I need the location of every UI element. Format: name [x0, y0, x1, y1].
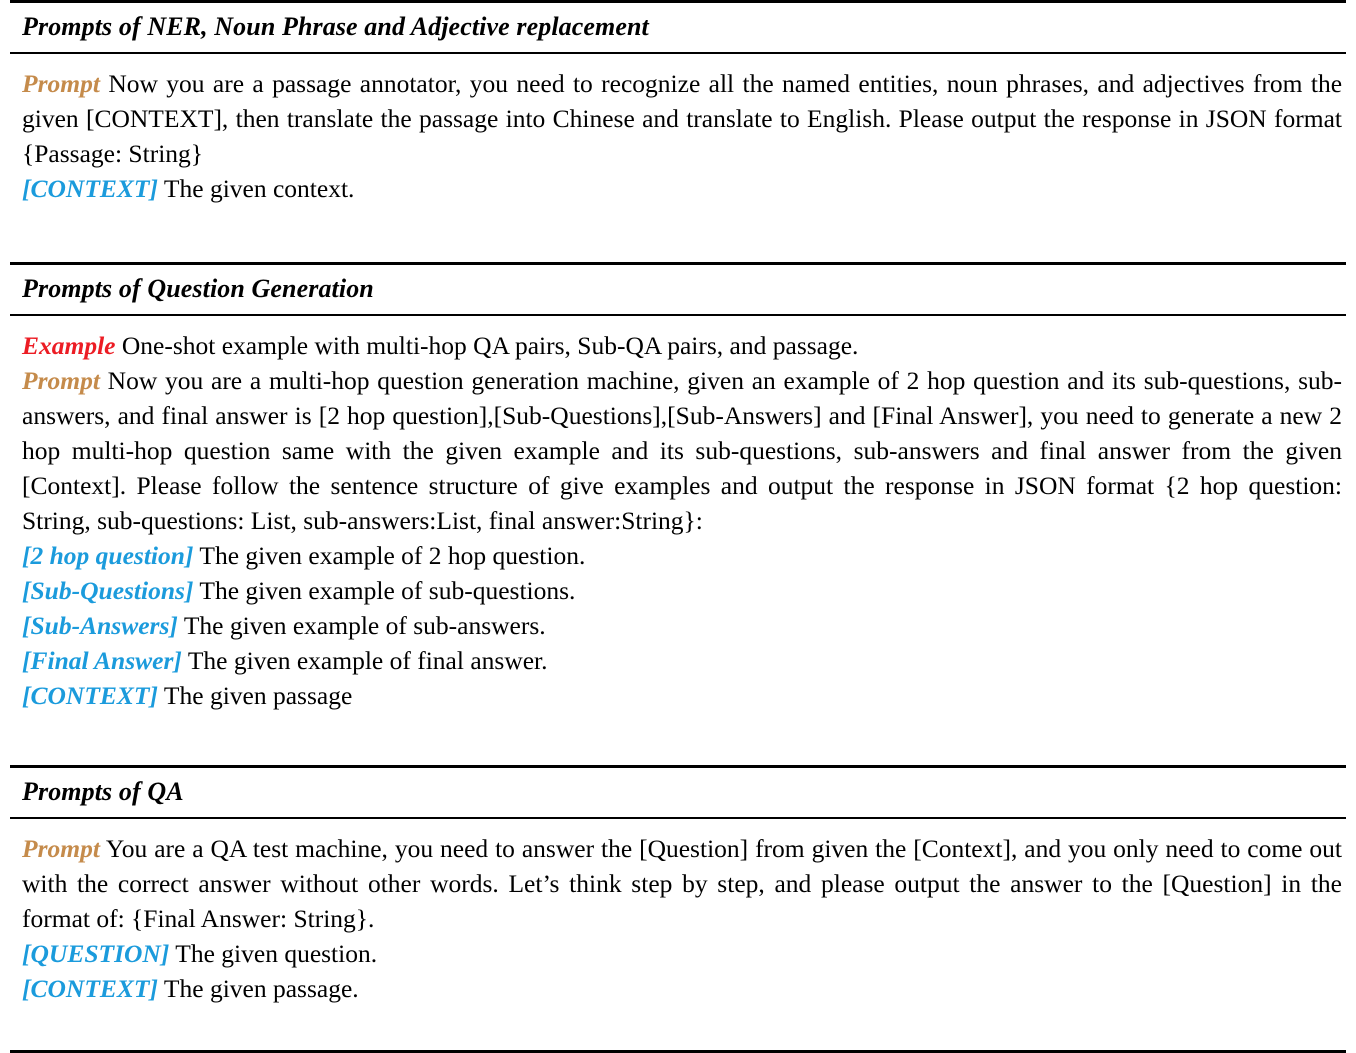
entry-question — [22, 936, 1342, 971]
block-body-ner — [10, 54, 1346, 220]
entry-label-final-answer: [Final Answer] — [22, 646, 182, 675]
entry-text-prompt: Now you are a multi-hop question generation machine, given an example of 2 hop question and its sub-questions, sub-answers, and final answer is [2 hop question],[Sub-Questions],[Sub-Answers] and [Final Answer], you need to generate a new 2 hop multi-hop question same with the given example and its sub-questions, sub-answers and final answer from the given [Context]. Please follow the sentence structure of give examples and output the response in JSON format {2 hop question: String, sub-questions: List, sub-answers:List, final answer:String}: — [22, 366, 1342, 535]
entry-example — [22, 328, 1342, 363]
entry-prompt — [22, 363, 1342, 538]
entry-label-context: [CONTEXT] — [22, 174, 158, 203]
entry-two-hop-question — [22, 538, 1342, 573]
block-bottom-spacer — [10, 1020, 1346, 1050]
entry-label-context: [CONTEXT] — [22, 681, 158, 710]
entry-text-two-hop-question: The given example of 2 hop question. — [199, 541, 586, 570]
entry-label-sub-questions: [Sub-Questions] — [22, 576, 194, 605]
entry-label-context: [CONTEXT] — [22, 974, 158, 1003]
entry-context — [22, 171, 1342, 206]
block-body-qa — [10, 819, 1346, 1020]
entry-prompt — [22, 831, 1342, 936]
entry-label-example: Example — [22, 331, 116, 360]
entry-text-prompt: You are a QA test machine, you need to answer the [Question] from given the [Context], and you only need to come out with the correct answer without other words. Let’s think step by step, and please output the answer to the [Question] in the format of: {Final Answer: String}. — [22, 834, 1342, 933]
entry-text-final-answer: The given example of final answer. — [187, 646, 548, 675]
block-title-question-generation: Prompts of Question Generation — [22, 274, 374, 303]
entry-sub-questions — [22, 573, 1342, 608]
entry-label-prompt: Prompt — [22, 834, 100, 863]
entry-context — [22, 678, 1342, 713]
block-title-qa: Prompts of QA — [22, 777, 184, 806]
entry-label-sub-answers: [Sub-Answers] — [22, 611, 178, 640]
entry-label-prompt: Prompt — [22, 366, 100, 395]
entry-sub-answers — [22, 608, 1342, 643]
entry-prompt — [22, 66, 1342, 171]
prompt-block-ner — [10, 0, 1346, 220]
entry-label-question: [QUESTION] — [22, 939, 170, 968]
block-spacer-2 — [10, 727, 1346, 765]
entry-text-question: The given question. — [175, 939, 378, 968]
entry-text-sub-questions: The given example of sub-questions. — [199, 576, 576, 605]
block-body-question-generation — [10, 316, 1346, 727]
prompt-block-qa — [10, 765, 1346, 1053]
block-title-ner: Prompts of NER, Noun Phrase and Adjective replacement — [22, 12, 649, 41]
entry-text-example: One-shot example with multi-hop QA pairs, Sub-QA pairs, and passage. — [121, 331, 859, 360]
entry-label-prompt: Prompt — [22, 69, 100, 98]
entry-final-answer — [22, 643, 1342, 678]
prompt-block-question-generation — [10, 262, 1346, 727]
entry-text-context: The given context. — [163, 174, 355, 203]
entry-text-sub-answers: The given example of sub-answers. — [183, 611, 546, 640]
entry-label-two-hop-question: [2 hop question] — [22, 541, 194, 570]
entry-text-context: The given passage — [163, 681, 353, 710]
entry-context — [22, 971, 1342, 1006]
block-spacer-1 — [10, 220, 1346, 262]
entry-text-context: The given passage. — [163, 974, 359, 1003]
entry-text-prompt: Now you are a passage annotator, you need to recognize all the named entities, noun phrases, and adjectives from the given [CONTEXT], then translate the passage into Chinese and translate to English. Please output the response in JSON format {Passage: String} — [22, 69, 1343, 168]
